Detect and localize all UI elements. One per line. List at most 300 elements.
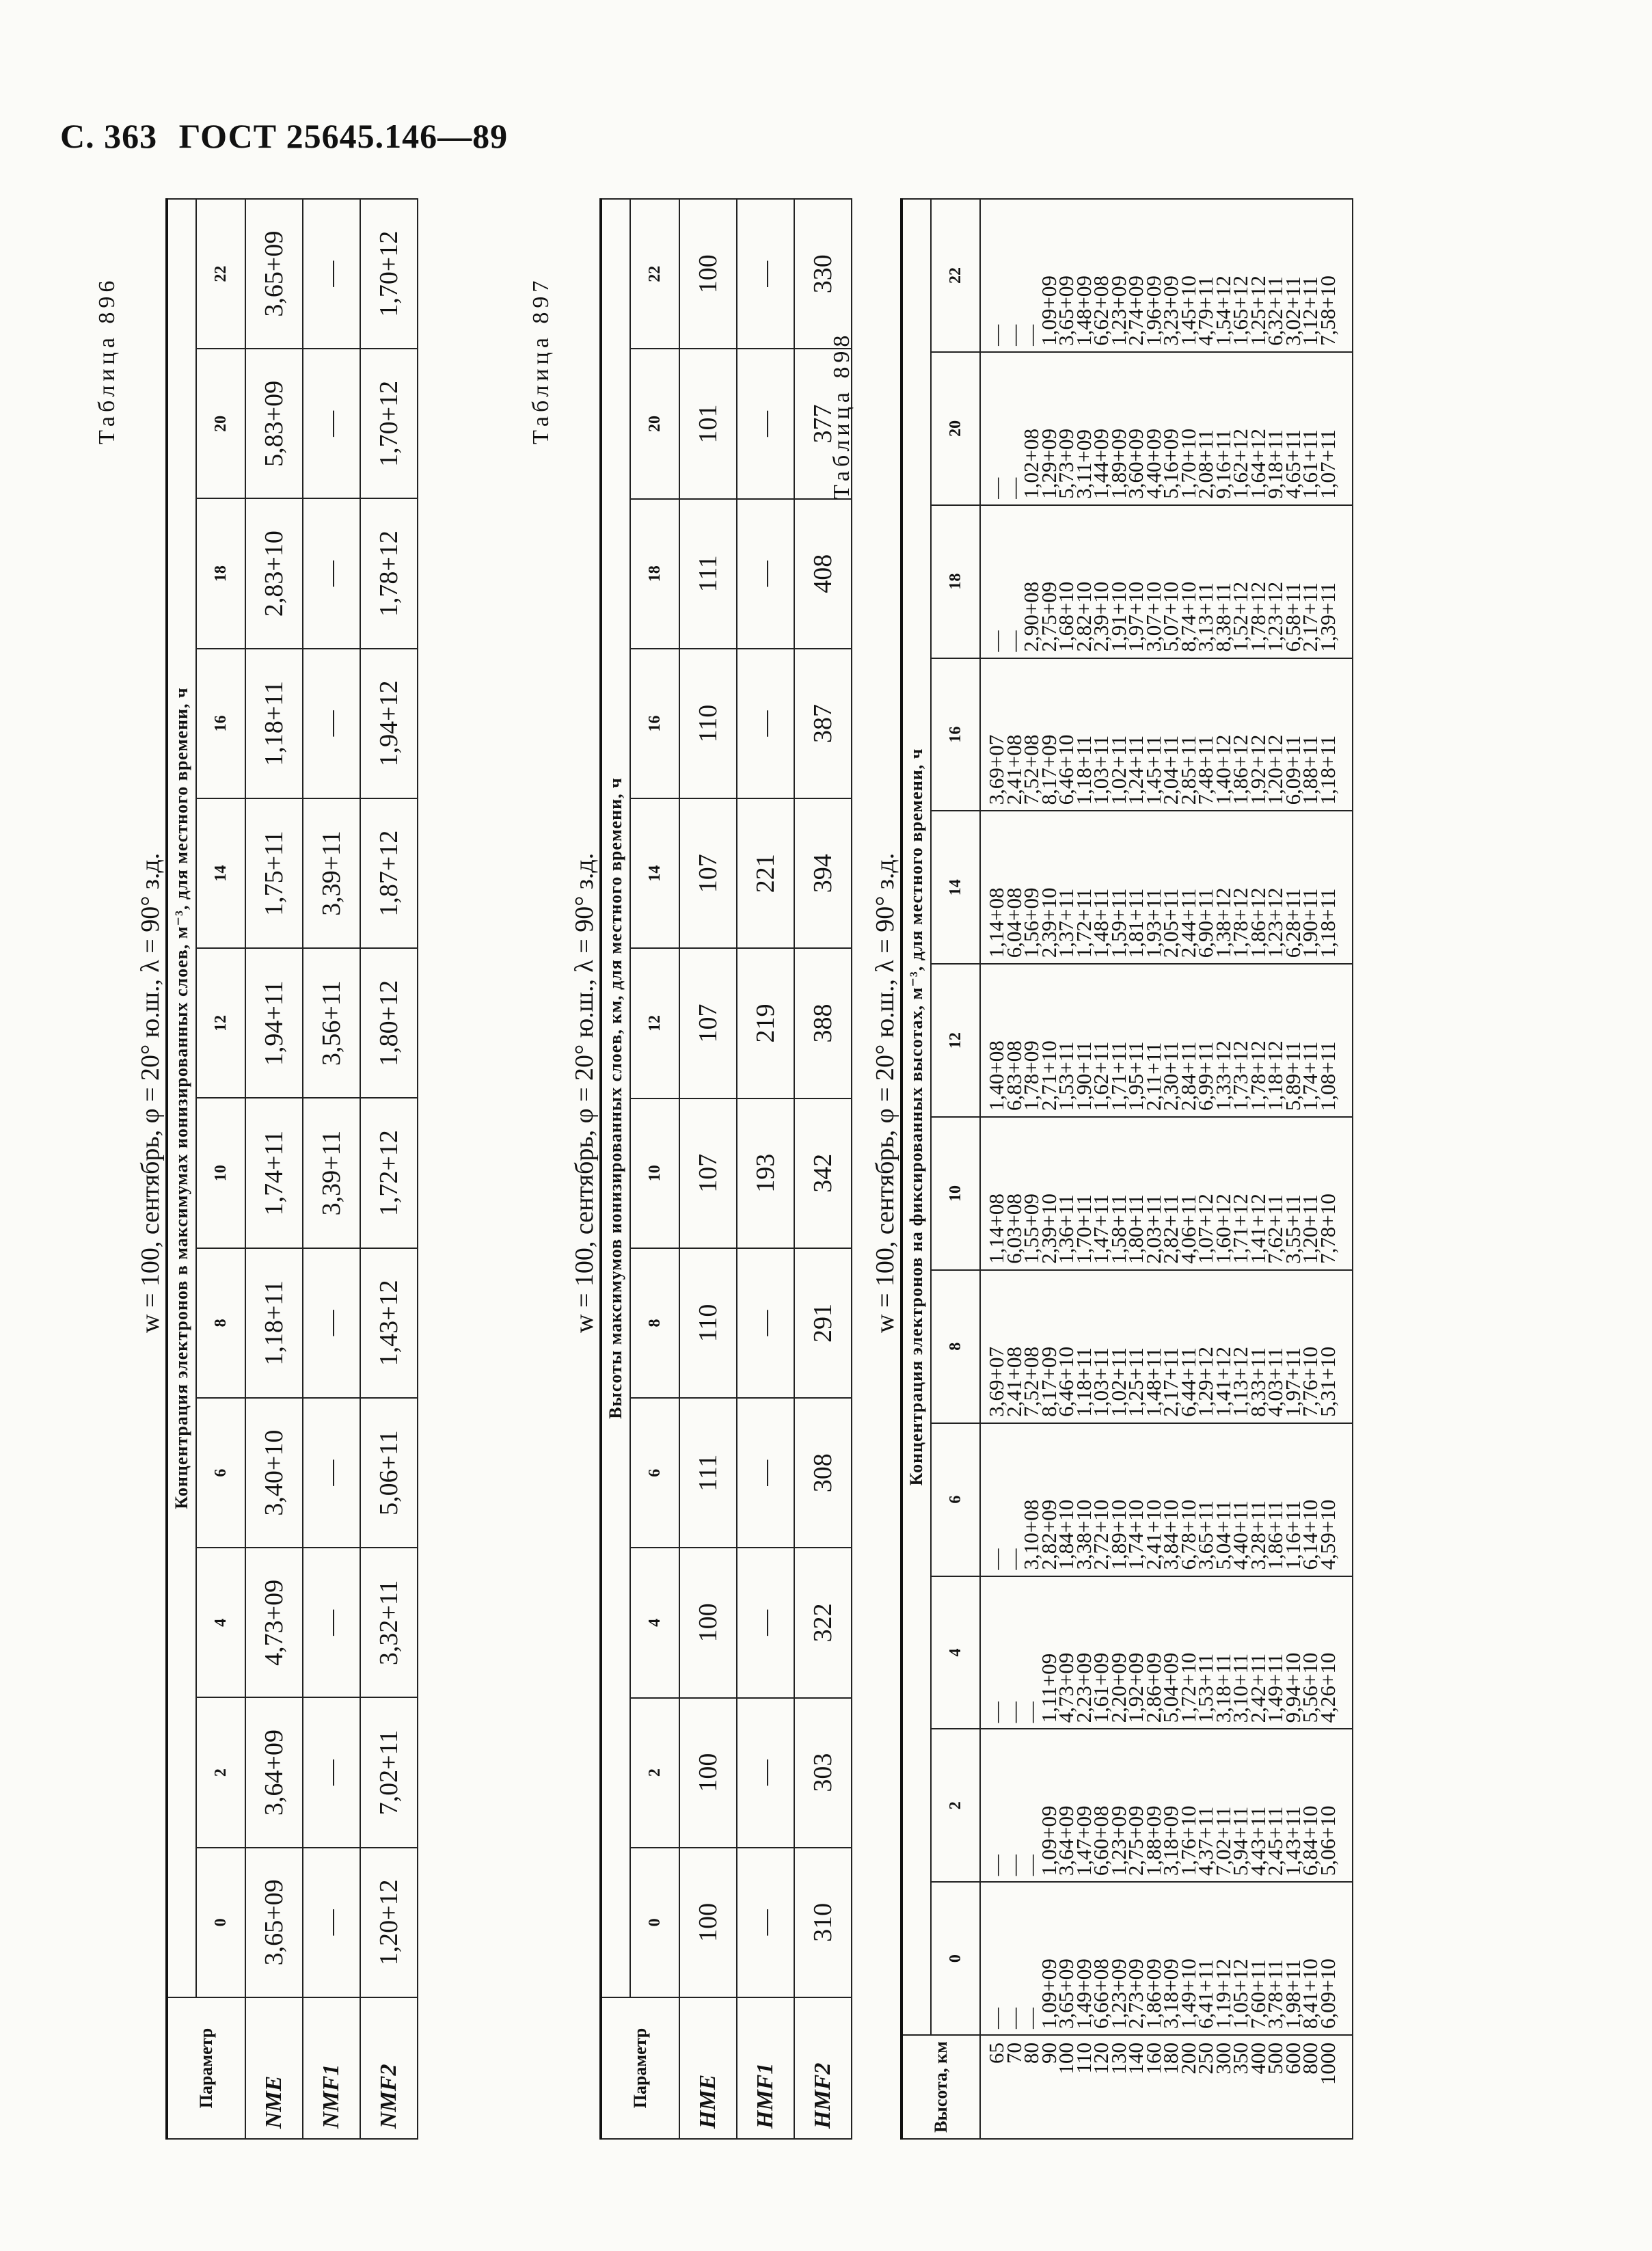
table-cell: 6,32+11	[1263, 276, 1287, 346]
table-cell: —	[303, 199, 360, 349]
table-cell: 2,82+10	[1071, 581, 1096, 652]
table-cell: 1,49+09	[1071, 1958, 1096, 2029]
table-cell: —	[303, 1848, 360, 1997]
table-cell: 3,65+09	[1054, 275, 1078, 346]
table-898-label: Таблица 898	[829, 331, 854, 499]
table-cell: 2,44+11	[1176, 888, 1200, 958]
table-cell: —	[1019, 324, 1043, 346]
table-cell: 2,82+11	[1159, 1194, 1182, 1264]
height-value: 250	[1193, 2043, 1217, 2075]
table-cell: 3,38+10	[1071, 1499, 1096, 1570]
group-header: Высоты максимумов ионизированных слоев, км, для местного времени, ч	[601, 199, 630, 1997]
height-value: 350	[1228, 2043, 1252, 2075]
table-cell: 7,58+10	[1315, 275, 1340, 346]
table-cell: 1,92+12	[1245, 734, 1270, 805]
table-cell: 2,11+11	[1141, 1042, 1165, 1111]
height-value: 500	[1263, 2043, 1287, 2075]
table-cell: 1,20+11	[1298, 1194, 1322, 1264]
table-cell: —	[303, 1548, 360, 1697]
table-cell: 6,41+11	[1193, 1959, 1217, 2029]
table-cell: 4,43+11	[1245, 1806, 1270, 1876]
table-cell: 1,13+12	[1228, 1346, 1252, 1417]
param-header: Параметр	[167, 1997, 245, 2139]
group-header: Концентрация электронов на фиксированных высотах, м⁻³, для местного времени, ч	[902, 199, 931, 2035]
table-cell: —	[984, 2008, 1008, 2029]
table-cell: 107	[679, 798, 737, 948]
table-cell: —	[984, 1701, 1008, 1723]
table-cell: 1,09+09	[1036, 1805, 1061, 1876]
table-cell: 2,41+08	[1001, 1346, 1026, 1417]
table-cell: 7,78+10	[1315, 1194, 1340, 1264]
table-cell: 2,30+11	[1159, 1041, 1182, 1111]
table-cell: —	[737, 1398, 794, 1548]
table-cell: 1,08+11	[1315, 1041, 1340, 1111]
table-cell: —	[303, 349, 360, 498]
hours-row	[931, 199, 980, 2139]
table-cell: 1,23+12	[1263, 581, 1287, 652]
table-cell: —	[303, 1698, 360, 1848]
table-cell: 1,73+12	[1228, 1040, 1252, 1111]
table-cell: 1,88+11	[1298, 735, 1322, 805]
table-896-label: Таблица 896	[94, 276, 120, 444]
table-cell: 1,90+11	[1071, 1041, 1096, 1111]
table-cell: 4,03+11	[1263, 1347, 1287, 1417]
table-cell: 2,75+09	[1036, 581, 1061, 652]
value-column	[980, 1423, 1353, 1576]
table-cell: 1,95+11	[1124, 1041, 1148, 1111]
table-cell: 3,10+11	[1228, 1653, 1252, 1723]
table-cell: 2,90+08	[1019, 581, 1043, 652]
table-cell: 9,16+11	[1210, 429, 1235, 499]
table-cell: 1,62+11	[1089, 1041, 1113, 1111]
table-cell: 6,83+08	[1001, 1040, 1026, 1111]
table-cell: 6,66+08	[1089, 1958, 1113, 2029]
table-898	[900, 198, 1353, 2140]
hour-header: 12	[196, 948, 245, 1098]
table-cell: —	[303, 1398, 360, 1548]
table-cell: 1,86+12	[1245, 887, 1270, 958]
page-number: С. 363	[60, 117, 158, 155]
table-cell: 1,54+12	[1210, 275, 1235, 346]
table-cell: 1,80+12	[360, 948, 418, 1098]
param-header: Параметр	[601, 1997, 679, 2139]
table-cell: 1,75+11	[245, 798, 303, 948]
table-cell: 1,53+11	[1054, 1041, 1078, 1111]
table-cell: —	[1019, 1701, 1043, 1723]
table-cell: 1,18+11	[1071, 1347, 1096, 1417]
table-cell: 3,56+11	[303, 948, 360, 1098]
param-name: HMF1	[737, 1997, 794, 2139]
table-cell: 1,18+12	[1263, 1040, 1287, 1111]
table-cell: 6,46+10	[1054, 734, 1078, 805]
height-value: 80	[1019, 2043, 1043, 2064]
table-cell: —	[737, 1698, 794, 1848]
hour-header: 22	[630, 199, 679, 349]
table-cell: 6,44+11	[1176, 1347, 1200, 1417]
table-cell: 7,48+11	[1193, 735, 1217, 805]
table-cell: 1,74+11	[245, 1098, 303, 1248]
table-row	[303, 199, 360, 2139]
table-cell: 2,03+11	[1141, 1194, 1165, 1264]
table-cell: 7,76+10	[1298, 1346, 1322, 1417]
table-cell: 3,18+09	[1159, 1805, 1182, 1876]
table-cell: 1,25+12	[1245, 275, 1270, 346]
table-cell: 6,14+10	[1298, 1499, 1322, 1570]
hour-header: 10	[931, 1117, 980, 1270]
table-cell: 1,97+10	[1124, 581, 1148, 652]
table-cell: 2,39+10	[1089, 581, 1113, 652]
document-title: ГОСТ 25645.146—89	[178, 117, 509, 155]
height-value: 1000	[1315, 2043, 1340, 2085]
table-cell: 408	[794, 499, 852, 649]
hour-header: 16	[931, 658, 980, 811]
table-cell: 1,41+12	[1245, 1194, 1270, 1264]
table-cell: 6,04+08	[1001, 887, 1026, 958]
table-cell: 1,58+11	[1106, 1194, 1130, 1264]
table-cell: 219	[737, 948, 794, 1098]
table-cell: 1,78+12	[1245, 581, 1270, 652]
table-cell: 1,47+09	[1071, 1805, 1096, 1876]
height-value: 130	[1106, 2043, 1130, 2075]
hour-header: 20	[931, 352, 980, 505]
table-897	[599, 198, 852, 2140]
table-cell: 1,18+11	[245, 1248, 303, 1398]
table-cell: 3,39+11	[303, 798, 360, 948]
value-column	[980, 1576, 1353, 1729]
table-cell: 6,46+10	[1054, 1346, 1078, 1417]
table-cell: 1,71+11	[1106, 1041, 1130, 1111]
table-cell: 5,06+10	[1315, 1805, 1340, 1876]
hour-header: 6	[196, 1398, 245, 1548]
table-cell: 303	[794, 1698, 852, 1848]
value-column	[980, 1117, 1353, 1270]
table-cell: 1,72+12	[360, 1098, 418, 1248]
table-cell: 1,39+11	[1315, 582, 1340, 652]
table-cell: 1,18+11	[1071, 735, 1096, 805]
table-cell: 1,14+08	[984, 1194, 1008, 1264]
table-cell: 3,02+11	[1280, 276, 1305, 346]
table-cell: 1,02+08	[1019, 428, 1043, 499]
table-cell: 1,61+11	[1298, 429, 1322, 499]
table-cell: 4,59+10	[1315, 1499, 1340, 1570]
table-cell: 1,09+09	[1036, 1958, 1061, 2029]
table-cell: —	[1019, 2008, 1043, 2029]
table-cell: 1,98+11	[1280, 1959, 1305, 2029]
hour-header: 22	[196, 199, 245, 349]
table-cell: 2,85+11	[1176, 735, 1200, 805]
table-cell: 100	[679, 199, 737, 349]
table-cell: 1,47+11	[1089, 1194, 1113, 1264]
table-cell: 1,61+09	[1089, 1652, 1113, 1723]
table-cell: 2,82+09	[1036, 1499, 1061, 1570]
table-cell: 394	[794, 798, 852, 948]
table-cell: 1,60+12	[1210, 1194, 1235, 1264]
table-cell: 2,75+09	[1124, 1805, 1148, 1876]
table-cell: 1,23+12	[1263, 887, 1287, 958]
table-cell: 2,04+11	[1159, 735, 1182, 805]
table-cell: —	[984, 1855, 1008, 1876]
table-cell: 1,78+12	[1228, 887, 1252, 958]
table-cell: 1,70+11	[1071, 1194, 1096, 1264]
table-cell: 1,81+11	[1124, 888, 1148, 958]
table-cell: 5,83+09	[245, 349, 303, 498]
table-cell: 7,02+11	[360, 1698, 418, 1848]
table-cell: 4,65+11	[1280, 429, 1305, 499]
table-row	[737, 199, 794, 2139]
table-cell: 1,24+11	[1124, 735, 1148, 805]
height-header: Высота, км	[902, 2035, 980, 2139]
table-cell: 1,49+11	[1263, 1653, 1287, 1723]
table-cell: 6,62+08	[1089, 275, 1113, 346]
hour-header: 0	[196, 1848, 245, 1997]
table-cell: 3,64+09	[1054, 1805, 1078, 1876]
table-cell: 1,86+12	[1228, 734, 1252, 805]
table-cell: 1,02+11	[1106, 1347, 1130, 1417]
table-cell: 1,97+11	[1280, 1347, 1305, 1417]
table-cell: 6,99+11	[1193, 1041, 1217, 1111]
table-cell: —	[984, 630, 1008, 652]
table-cell: 1,94+12	[360, 649, 418, 798]
param-name: HMF2	[794, 1997, 852, 2139]
table-cell: 111	[679, 1398, 737, 1548]
table-cell: 7,62+11	[1263, 1194, 1287, 1264]
table-cell: 2,17+11	[1298, 582, 1322, 652]
table-cell: 1,25+11	[1124, 1347, 1148, 1417]
table-cell: 5,16+09	[1159, 428, 1182, 499]
hour-header: 0	[630, 1848, 679, 1997]
table-cell: 5,06+11	[360, 1398, 418, 1548]
table-cell: 221	[737, 798, 794, 948]
height-value: 180	[1159, 2043, 1182, 2075]
hour-header: 18	[196, 499, 245, 649]
hour-header: 14	[630, 798, 679, 948]
table-cell: 110	[679, 649, 737, 798]
hour-header: 10	[630, 1098, 679, 1248]
table-cell: 3,65+09	[245, 199, 303, 349]
table-cell: 6,28+11	[1280, 888, 1305, 958]
table-cell: —	[737, 349, 794, 498]
hour-header: 20	[630, 349, 679, 498]
table-cell: 1,36+11	[1054, 1194, 1078, 1264]
table-cell: 2,05+11	[1159, 888, 1182, 958]
table-cell: 4,73+09	[245, 1548, 303, 1697]
height-value: 600	[1280, 2043, 1305, 2075]
height-value: 100	[1054, 2043, 1078, 2075]
table-cell: 2,71+10	[1036, 1040, 1061, 1111]
value-column	[980, 1270, 1353, 1423]
table-898-caption: w = 100, сентябрь, φ = 20° ю.ш., λ = 90° з.д.	[871, 852, 899, 1333]
table-cell: 110	[679, 1248, 737, 1398]
table-cell: 1,91+10	[1106, 581, 1130, 652]
table-cell: 387	[794, 649, 852, 798]
table-cell: 3,65+09	[245, 1848, 303, 1997]
table-cell: —	[1019, 1855, 1043, 1876]
table-cell: 1,43+12	[360, 1248, 418, 1398]
table-cell: 3,60+09	[1124, 428, 1148, 499]
height-value: 90	[1036, 2043, 1061, 2064]
table-cell: 6,09+11	[1280, 735, 1305, 805]
value-column	[980, 811, 1353, 964]
table-cell: 1,90+11	[1298, 888, 1322, 958]
table-cell: 1,29+09	[1036, 428, 1061, 499]
table-cell: 1,44+09	[1089, 428, 1113, 499]
hour-header: 16	[196, 649, 245, 798]
table-cell: 1,18+11	[245, 649, 303, 798]
table-cell: —	[737, 1248, 794, 1398]
height-value: 160	[1141, 2043, 1165, 2075]
table-cell: 310	[794, 1848, 852, 1997]
table-cell: 1,59+11	[1106, 888, 1130, 958]
table-cell: 1,92+09	[1124, 1652, 1148, 1723]
table-cell: 8,17+09	[1036, 734, 1061, 805]
table-cell: 3,78+11	[1263, 1959, 1287, 2029]
hour-header: 0	[931, 1882, 980, 2035]
table-cell: 3,13+11	[1193, 582, 1217, 652]
height-value: 70	[1001, 2043, 1026, 2064]
height-value: 140	[1124, 2043, 1148, 2075]
table-cell: 1,14+08	[984, 887, 1008, 958]
table-cell: 1,68+10	[1054, 581, 1078, 652]
hour-header: 4	[931, 1576, 980, 1729]
table-cell: 5,73+09	[1054, 428, 1078, 499]
table-cell: 100	[679, 1848, 737, 1997]
table-cell: 1,96+09	[1141, 275, 1165, 346]
table-cell: 1,23+09	[1106, 1805, 1130, 1876]
table-cell: 3,55+11	[1280, 1194, 1305, 1264]
hour-header: 2	[196, 1698, 245, 1848]
table-cell: 1,11+09	[1036, 1653, 1061, 1723]
param-name: HME	[679, 1997, 737, 2139]
table-cell: 1,55+09	[1019, 1194, 1043, 1264]
value-column	[980, 505, 1353, 658]
table-cell: 1,41+12	[1210, 1346, 1235, 1417]
table-cell: 4,40+11	[1228, 1500, 1252, 1570]
table-cell: 1,84+10	[1054, 1499, 1078, 1570]
table-cell: 1,19+12	[1210, 1958, 1235, 2029]
table-cell: 6,60+08	[1089, 1805, 1113, 1876]
group-header: Концентрация электронов в максимумах ионизированных слоев, м⁻³, для местного времени, ч	[167, 199, 196, 1997]
table-cell: 1,93+11	[1141, 888, 1165, 958]
hour-header: 12	[630, 948, 679, 1098]
table-cell: 1,94+11	[245, 948, 303, 1098]
table-cell: 1,72+11	[1071, 888, 1096, 958]
table-cell: 107	[679, 1098, 737, 1248]
hour-header: 6	[931, 1423, 980, 1576]
table-row	[245, 199, 303, 2139]
table-cell: 9,18+11	[1263, 429, 1287, 499]
table-cell: —	[1001, 324, 1026, 346]
value-column	[980, 1729, 1353, 1882]
hour-header: 18	[630, 499, 679, 649]
param-name: NMF1	[303, 1997, 360, 2139]
table-cell: 5,56+10	[1298, 1652, 1322, 1723]
table-cell: 5,31+10	[1315, 1346, 1340, 1417]
table-cell: —	[984, 324, 1008, 346]
table-cell: 1,65+12	[1228, 275, 1252, 346]
table-cell: 7,02+11	[1210, 1806, 1235, 1876]
param-name: NME	[245, 1997, 303, 2139]
hours-row	[196, 199, 245, 2139]
table-cell: 1,78+09	[1019, 1040, 1043, 1111]
table-cell: 4,06+11	[1176, 1194, 1200, 1264]
hour-header: 8	[196, 1248, 245, 1398]
table-cell: 1,40+12	[1210, 734, 1235, 805]
hour-header: 18	[931, 505, 980, 658]
table-cell: 1,48+09	[1071, 275, 1096, 346]
table-cell: —	[1001, 1855, 1026, 1876]
table-cell: 1,45+10	[1176, 275, 1200, 346]
table-cell: 3,84+10	[1159, 1499, 1182, 1570]
value-column	[980, 1882, 1353, 2035]
table-cell: 3,18+11	[1210, 1653, 1235, 1723]
table-cell: 3,18+09	[1159, 1958, 1182, 2029]
table-cell: —	[1001, 2008, 1026, 2029]
table-cell: 8,41+10	[1298, 1958, 1322, 2029]
value-column	[980, 352, 1353, 505]
table-cell: 2,86+09	[1141, 1652, 1165, 1723]
table-cell: 5,89+11	[1280, 1041, 1305, 1111]
table-cell: 377	[794, 349, 852, 498]
param-name: NMF2	[360, 1997, 418, 2139]
table-cell: 1,03+11	[1089, 735, 1113, 805]
table-cell: 3,69+07	[984, 1346, 1008, 1417]
table-cell: 1,49+10	[1176, 1958, 1200, 2029]
table-897-label: Таблица 897	[528, 276, 554, 444]
table-cell: 3,65+11	[1193, 1500, 1217, 1570]
table-cell: 3,65+09	[1054, 1958, 1078, 2029]
table-cell: 330	[794, 199, 852, 349]
table-cell: 1,62+12	[1228, 428, 1252, 499]
table-cell: 7,52+08	[1019, 1346, 1043, 1417]
hour-header: 4	[630, 1548, 679, 1697]
table-cell: 1,48+11	[1089, 888, 1113, 958]
height-value: 110	[1071, 2043, 1096, 2074]
table-cell: 5,94+11	[1228, 1806, 1252, 1876]
table-cell: 3,39+11	[303, 1098, 360, 1248]
table-cell: 1,07+12	[1193, 1194, 1217, 1264]
table-cell: 6,03+08	[1001, 1194, 1026, 1264]
table-cell: 1,05+12	[1228, 1958, 1252, 2029]
table-cell: —	[303, 499, 360, 649]
table-cell: 342	[794, 1098, 852, 1248]
table-cell: —	[737, 1848, 794, 1997]
table-cell: —	[737, 499, 794, 649]
table-cell: —	[303, 1248, 360, 1398]
table-cell: 1,20+12	[360, 1848, 418, 1997]
height-value: 200	[1176, 2043, 1200, 2075]
table-cell: —	[1001, 630, 1026, 652]
table-cell: 8,33+11	[1245, 1347, 1270, 1417]
table-cell: 291	[794, 1248, 852, 1398]
hour-header: 16	[630, 649, 679, 798]
table-cell: 107	[679, 948, 737, 1098]
table-cell: —	[984, 477, 1008, 499]
table-cell: 2,41+10	[1141, 1499, 1165, 1570]
table-cell: 1,23+09	[1106, 275, 1130, 346]
hour-header: 20	[196, 349, 245, 498]
value-column	[980, 199, 1353, 352]
table-cell: 3,32+11	[360, 1548, 418, 1697]
hour-header: 2	[931, 1729, 980, 1882]
table-cell: 1,37+11	[1054, 888, 1078, 958]
table-cell: 4,73+09	[1054, 1652, 1078, 1723]
table-cell: 1,71+12	[1228, 1194, 1252, 1264]
table-cell: 1,88+09	[1141, 1805, 1165, 1876]
table-cell: —	[984, 1548, 1008, 1570]
table-cell: 6,78+10	[1176, 1499, 1200, 1570]
table-cell: 4,37+11	[1193, 1806, 1217, 1876]
table-cell: 388	[794, 948, 852, 1098]
